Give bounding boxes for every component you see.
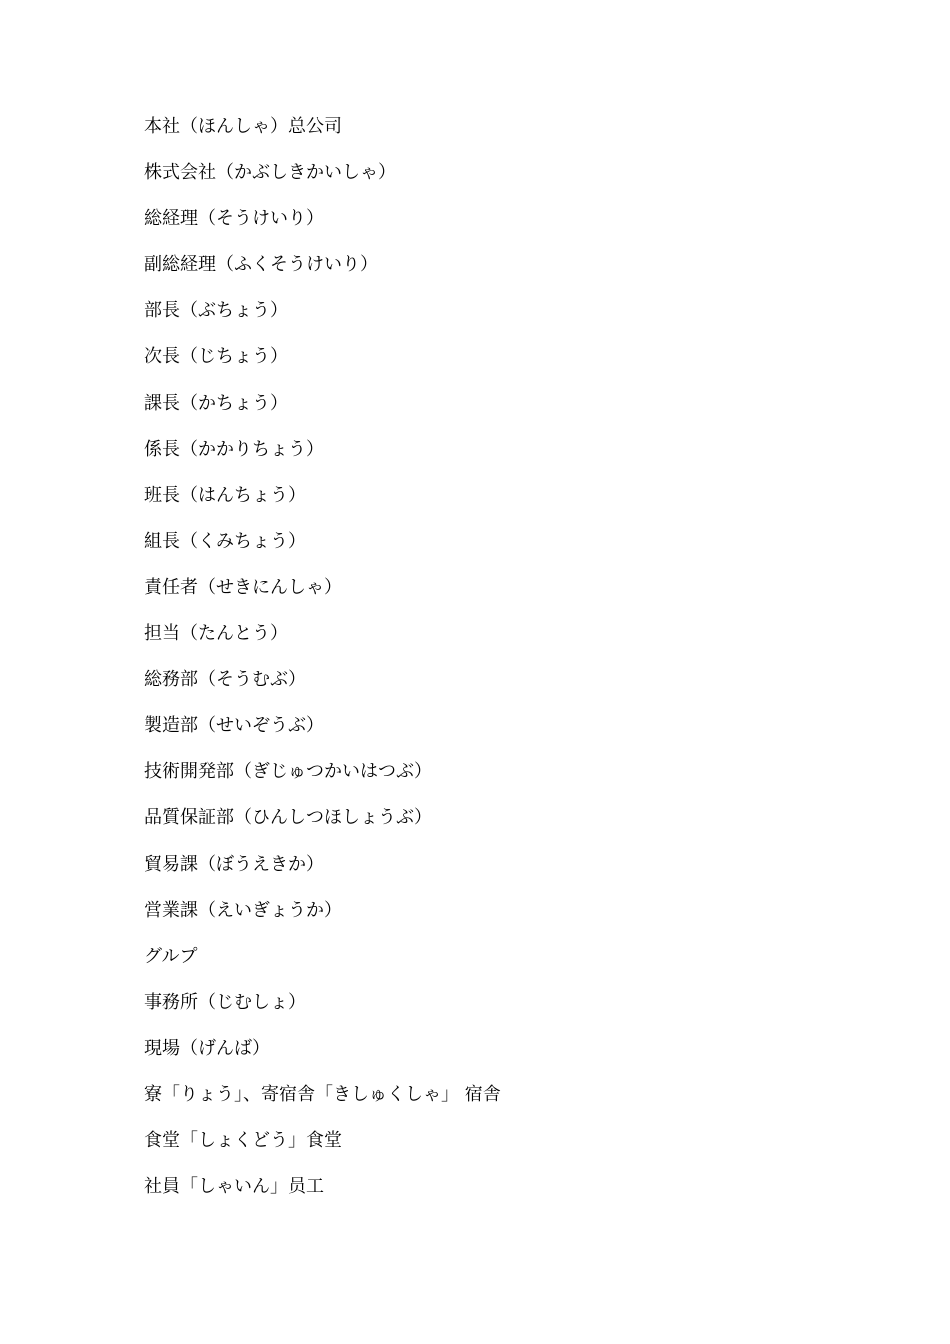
vocab-line: 品質保証部（ひんしつほしょうぶ）: [144, 807, 432, 829]
vocab-line: 責任者（せきにんしゃ）: [144, 576, 342, 598]
vocab-line: 事務所（じむしょ）: [144, 991, 306, 1013]
vocab-line: 担当（たんとう）: [144, 623, 288, 645]
vocabulary-list: [144, 114, 501, 1220]
vocab-line: 班長（はんちょう）: [144, 484, 306, 506]
vocab-line: グルプ: [144, 945, 198, 967]
vocab-line: 技術開発部（ぎじゅつかいはつぶ）: [144, 761, 432, 783]
vocab-line: 営業課（えいぎょうか）: [144, 899, 342, 921]
vocab-line: 社員「しゃいん」员工: [144, 1176, 324, 1198]
vocab-line: 次長（じちょう）: [144, 346, 288, 368]
vocab-line: 寮「りょう」、寄宿舎「きしゅくしゃ」 宿舎: [144, 1083, 501, 1105]
vocab-line: 総務部（そうむぶ）: [144, 669, 306, 691]
vocab-line: 部長（ぶちょう）: [144, 300, 288, 322]
vocab-line: 組長（くみちょう）: [144, 530, 306, 552]
vocab-line: 株式会社（かぶしきかいしゃ）: [144, 162, 396, 184]
vocab-line: 製造部（せいぞうぶ）: [144, 715, 324, 737]
vocab-line: 現場（げんば）: [144, 1037, 270, 1059]
vocab-line: 本社（ほんしゃ）总公司: [144, 116, 342, 137]
vocab-line: 貿易課（ぼうえきか）: [144, 853, 324, 875]
vocab-line: 課長（かちょう）: [144, 392, 288, 414]
vocab-line: 食堂「しょくどう」食堂: [144, 1130, 342, 1152]
vocab-line: 副総経理（ふくそうけいり）: [144, 254, 378, 276]
vocab-line: 総経理（そうけいり）: [144, 208, 324, 230]
vocab-line: 係長（かかりちょう）: [144, 438, 324, 460]
